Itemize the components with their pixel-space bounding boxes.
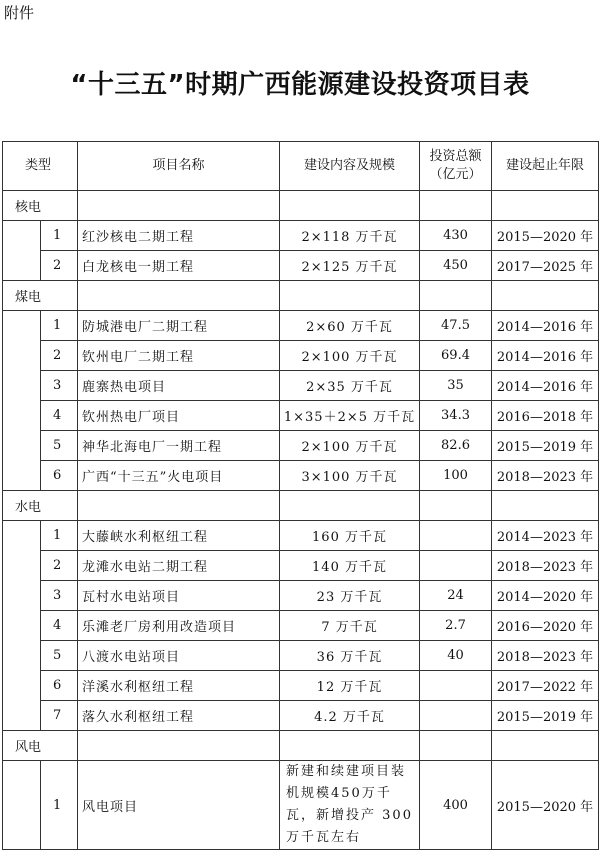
project-investment: 35 — [420, 371, 492, 401]
table-row — [3, 461, 599, 491]
project-years: 2017—2025 年 — [492, 251, 599, 281]
project-years: 2017—2022 年 — [492, 671, 599, 701]
empty-cell — [420, 491, 492, 521]
project-name: 瓦村水电站项目 — [78, 581, 280, 611]
project-investment: 24 — [420, 581, 492, 611]
project-scale: 140 万千瓦 — [280, 551, 420, 581]
project-investment: 69.4 — [420, 341, 492, 371]
table-row — [3, 221, 599, 251]
project-years: 2015—2020 年 — [492, 761, 599, 850]
empty-cell — [78, 281, 280, 311]
row-number: 4 — [41, 401, 78, 431]
table-row — [3, 311, 599, 341]
table-row — [3, 701, 599, 731]
empty-cell — [420, 731, 492, 761]
empty-cell — [78, 731, 280, 761]
category-row — [3, 191, 599, 221]
row-number: 6 — [41, 671, 78, 701]
project-investment: 400 — [420, 761, 492, 850]
table-row — [3, 371, 599, 401]
empty-cell — [280, 731, 420, 761]
table-row — [3, 341, 599, 371]
category-spacer-cell — [3, 221, 41, 281]
project-scale: 2×125 万千瓦 — [280, 251, 420, 281]
project-name: 防城港电厂二期工程 — [78, 311, 280, 341]
project-name: 落久水利枢纽工程 — [78, 701, 280, 731]
category-label: 核电 — [3, 191, 78, 221]
project-name: 钦州热电厂项目 — [78, 401, 280, 431]
project-investment: 47.5 — [420, 311, 492, 341]
project-investment: 430 — [420, 221, 492, 251]
project-name: 洋溪水利枢纽工程 — [78, 671, 280, 701]
category-label: 风电 — [3, 731, 78, 761]
project-scale: 36 万千瓦 — [280, 641, 420, 671]
empty-cell — [420, 191, 492, 221]
row-number: 1 — [41, 221, 78, 251]
category-label: 煤电 — [3, 281, 78, 311]
row-number: 4 — [41, 611, 78, 641]
header-investment-line2: （亿元） — [429, 167, 482, 182]
row-number: 2 — [41, 551, 78, 581]
category-label: 水电 — [3, 491, 78, 521]
empty-cell — [492, 281, 599, 311]
project-years: 2014—2016 年 — [492, 311, 599, 341]
category-spacer-cell — [3, 761, 41, 850]
table-row — [3, 761, 599, 850]
project-name: 龙滩水电站二期工程 — [78, 551, 280, 581]
project-investment: 2.7 — [420, 611, 492, 641]
project-name: 神华北海电厂一期工程 — [78, 431, 280, 461]
row-number: 7 — [41, 701, 78, 731]
empty-cell — [420, 281, 492, 311]
project-investment: 450 — [420, 251, 492, 281]
project-scale: 4.2 万千瓦 — [280, 701, 420, 731]
table-row — [3, 671, 599, 701]
project-investment — [420, 551, 492, 581]
project-investment: 82.6 — [420, 431, 492, 461]
header-years: 建设起止年限 — [492, 142, 599, 191]
row-number: 2 — [41, 251, 78, 281]
empty-cell — [492, 191, 599, 221]
category-row — [3, 731, 599, 761]
table-row — [3, 251, 599, 281]
project-investment — [420, 671, 492, 701]
project-investment — [420, 701, 492, 731]
project-years: 2015—2019 年 — [492, 701, 599, 731]
category-row — [3, 491, 599, 521]
project-years: 2018—2023 年 — [492, 641, 599, 671]
row-number: 6 — [41, 461, 78, 491]
category-spacer-cell — [3, 311, 41, 491]
table-row — [3, 401, 599, 431]
table-header-row — [3, 142, 599, 191]
row-number: 1 — [41, 761, 78, 850]
row-number: 1 — [41, 311, 78, 341]
attachment-label: 附件 — [4, 4, 35, 22]
project-scale: 2×100 万千瓦 — [280, 341, 420, 371]
project-years: 2016—2020 年 — [492, 611, 599, 641]
header-name: 项目名称 — [78, 142, 280, 191]
empty-cell — [280, 281, 420, 311]
empty-cell — [78, 191, 280, 221]
project-name: 钦州电厂二期工程 — [78, 341, 280, 371]
project-investment: 100 — [420, 461, 492, 491]
project-name: 广西“十三五”火电项目 — [78, 461, 280, 491]
project-scale: 2×35 万千瓦 — [280, 371, 420, 401]
header-investment-line1: 投资总额 — [429, 149, 482, 164]
project-investment: 34.3 — [420, 401, 492, 431]
project-name: 风电项目 — [78, 761, 280, 850]
empty-cell — [492, 491, 599, 521]
project-name: 八渡水电站项目 — [78, 641, 280, 671]
project-scale: 7 万千瓦 — [280, 611, 420, 641]
row-number: 3 — [41, 371, 78, 401]
empty-cell — [492, 731, 599, 761]
page-title: “十三五”时期广西能源建设投资项目表 — [70, 70, 530, 100]
header-scale: 建设内容及规模 — [280, 142, 420, 191]
category-row — [3, 281, 599, 311]
project-investment: 40 — [420, 641, 492, 671]
project-years: 2014—2016 年 — [492, 371, 599, 401]
table-row — [3, 581, 599, 611]
project-name: 红沙核电二期工程 — [78, 221, 280, 251]
project-name: 大藤峡水利枢纽工程 — [78, 521, 280, 551]
empty-cell — [280, 191, 420, 221]
table-row — [3, 431, 599, 461]
table-row — [3, 551, 599, 581]
project-scale: 3×100 万千瓦 — [280, 461, 420, 491]
project-years: 2015—2019 年 — [492, 431, 599, 461]
table-row — [3, 641, 599, 671]
project-scale: 1×35＋2×5 万千瓦 — [280, 401, 420, 431]
project-years: 2014—2016 年 — [492, 341, 599, 371]
empty-cell — [280, 491, 420, 521]
category-spacer-cell — [3, 521, 41, 731]
table-row — [3, 521, 599, 551]
table-row — [3, 611, 599, 641]
row-number: 1 — [41, 521, 78, 551]
project-years: 2016—2018 年 — [492, 401, 599, 431]
row-number: 3 — [41, 581, 78, 611]
project-scale: 12 万千瓦 — [280, 671, 420, 701]
project-name: 白龙核电一期工程 — [78, 251, 280, 281]
project-scale: 2×100 万千瓦 — [280, 431, 420, 461]
project-scale: 23 万千瓦 — [280, 581, 420, 611]
project-scale: 160 万千瓦 — [280, 521, 420, 551]
project-years: 2018—2023 年 — [492, 461, 599, 491]
header-type: 类型 — [3, 142, 78, 191]
project-years: 2018—2023 年 — [492, 551, 599, 581]
project-years: 2014—2023 年 — [492, 521, 599, 551]
header-investment — [420, 142, 492, 191]
table-body — [3, 191, 599, 850]
project-scale: 新建和续建项目装机规模450万千瓦，新增投产 300 万千瓦左右 — [280, 761, 420, 850]
empty-cell — [78, 491, 280, 521]
row-number: 2 — [41, 341, 78, 371]
project-years: 2015—2020 年 — [492, 221, 599, 251]
row-number: 5 — [41, 431, 78, 461]
project-years: 2014—2020 年 — [492, 581, 599, 611]
project-scale: 2×118 万千瓦 — [280, 221, 420, 251]
row-number: 5 — [41, 641, 78, 671]
project-table — [2, 141, 599, 850]
project-name: 鹿寨热电项目 — [78, 371, 280, 401]
project-investment — [420, 521, 492, 551]
project-scale: 2×60 万千瓦 — [280, 311, 420, 341]
project-name: 乐滩老厂房利用改造项目 — [78, 611, 280, 641]
